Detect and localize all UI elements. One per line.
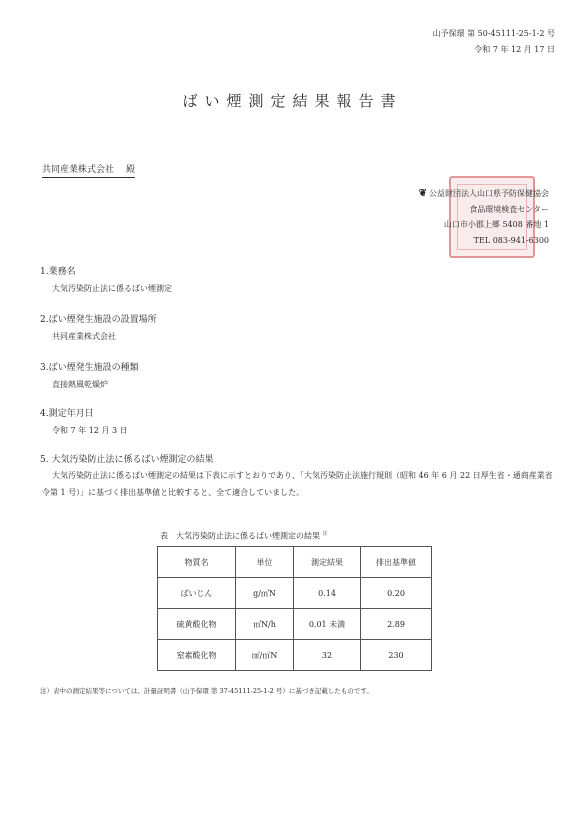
document-number: 山予保環 第 50-45111-25-1-2 号 bbox=[432, 29, 555, 38]
header-substance: 物質名 bbox=[158, 547, 236, 578]
cell-unit: g/㎥N bbox=[236, 578, 294, 609]
section-heading: 2.ばい煙発生施設の設置場所 bbox=[40, 315, 157, 325]
cell-measured: 0.14 bbox=[294, 578, 361, 609]
section-body: 直接熱風乾燥炉 bbox=[52, 380, 108, 389]
header-unit: 単位 bbox=[236, 547, 294, 578]
issuer-organization: 公益財団法人山口県予防保健協会 bbox=[429, 189, 549, 198]
table-caption-note-mark: 注 bbox=[322, 531, 328, 537]
header-standard: 排出基準値 bbox=[361, 547, 432, 578]
section-heading: 4.測定年月日 bbox=[40, 409, 94, 419]
table-caption-text: 表 大気汚染防止法に係るばい煙測定の結果 bbox=[160, 531, 320, 541]
cell-unit: ㎤/㎥N bbox=[236, 640, 294, 671]
table-caption bbox=[160, 530, 328, 542]
section-heading: 1.業務名 bbox=[40, 267, 76, 277]
cell-standard: 230 bbox=[361, 640, 432, 671]
issue-date: 令和 7 年 12 月 17 日 bbox=[474, 45, 555, 54]
organization-logo-icon: ❦ bbox=[418, 188, 427, 199]
section-heading: 3.ばい煙発生施設の種類 bbox=[40, 363, 139, 373]
addressee bbox=[42, 162, 135, 178]
issuer-address: 山口市小郡上郷 5408 番地 1 bbox=[443, 220, 549, 229]
cell-substance: 硫黄酸化物 bbox=[158, 609, 236, 640]
issuer-center: 食品環境検査センター bbox=[469, 204, 549, 214]
header-measured: 測定結果 bbox=[294, 547, 361, 578]
section-body: 共同産業株式会社 bbox=[52, 332, 116, 341]
table-row bbox=[158, 640, 432, 671]
issuer-block bbox=[379, 186, 549, 248]
results-table bbox=[157, 546, 432, 671]
cell-substance: 窒素酸化物 bbox=[158, 640, 236, 671]
report-title: ばい煙測定結果報告書 bbox=[182, 92, 403, 110]
cell-standard: 0.20 bbox=[361, 578, 432, 609]
result-paragraph: 大気汚染防止法に係るばい煙測定の結果は下表に示すとおりであり、「大気汚染防止法施行規則（昭和 46 年 6 月 22 日厚生省・通商産業省令第 1 号）」に基づく排出基準値と比較すると、全て適合していました。 bbox=[42, 471, 553, 497]
table-header-row bbox=[158, 547, 432, 578]
issuer-tel: TEL 083-941-6300 bbox=[473, 235, 549, 245]
cell-standard: 2.89 bbox=[361, 609, 432, 640]
section-body: 令和 7 年 12 月 3 日 bbox=[52, 426, 128, 435]
section-body: 大気汚染防止法に係るばい煙測定 bbox=[52, 284, 172, 293]
table-row bbox=[158, 578, 432, 609]
section-heading: 5. 大気汚染防止法に係るばい煙測定の結果 bbox=[40, 455, 214, 465]
cell-measured: 0.01 未満 bbox=[294, 609, 361, 640]
cell-measured: 32 bbox=[294, 640, 361, 671]
addressee-name: 共同産業株式会社 bbox=[42, 165, 115, 175]
cell-unit: ㎥N/h bbox=[236, 609, 294, 640]
addressee-honorific: 殿 bbox=[126, 165, 136, 175]
cell-substance: ばいじん bbox=[158, 578, 236, 609]
table-row bbox=[158, 609, 432, 640]
footnote: 注）表中の測定結果等については、計量証明書（山予保環 第 37-45111-25-1-2 号）に基づき記載したものです。 bbox=[40, 687, 373, 695]
